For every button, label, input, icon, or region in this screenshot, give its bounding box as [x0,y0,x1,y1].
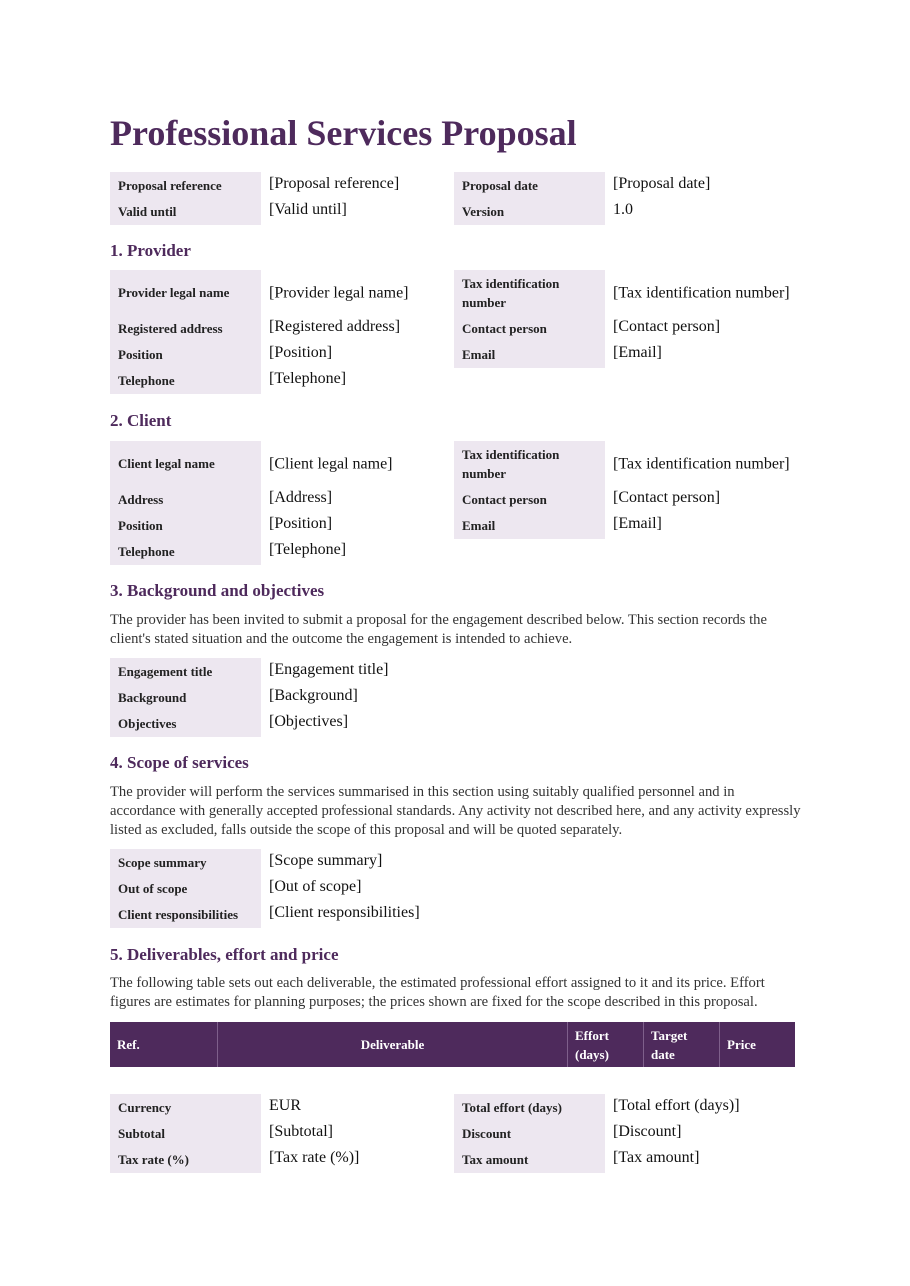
field-value: [Contact person] [613,489,721,506]
field-label: Tax amount [454,1146,605,1173]
column-header-target-date: Target date [644,1022,720,1067]
field-label: Email [454,512,605,539]
field-label: Currency [110,1094,261,1120]
field-label: Subtotal [110,1120,261,1146]
field-value: [Proposal reference] [269,175,400,192]
background-paragraph: The provider has been invited to submit a proposal for the engagement described below. This section records the client's stated situation and the outcome the engagement is intended to achieve. [110,612,767,647]
field-label: Telephone [110,538,261,565]
field-label: Discount [454,1120,605,1146]
field-label: Position [110,341,261,367]
field-label: Address [110,486,261,512]
field-value: EUR [269,1097,301,1114]
field-value: [Tax identification number] [613,455,790,472]
section-heading-client: 2. Client [110,411,172,430]
field-label: Proposal date [454,172,605,198]
field-value: [Total effort (days)] [613,1097,740,1114]
field-value: [Registered address] [269,318,401,335]
field-label: Objectives [110,710,261,737]
field-label: Contact person [454,315,605,341]
field-label: Contact person [454,486,605,512]
field-value: [Tax amount] [613,1149,700,1166]
section-heading-scope: 4. Scope of services [110,753,249,772]
field-label: Email [454,341,605,368]
field-label: Version [454,198,605,225]
field-value: [Tax rate (%)] [269,1149,360,1166]
field-value: [Contact person] [613,318,721,335]
field-value: [Proposal date] [613,175,711,192]
field-label: Registered address [110,315,261,341]
field-label: Engagement title [110,658,261,684]
field-value: [Objectives] [269,713,349,730]
section-heading-background: 3. Background and objectives [110,581,325,600]
field-value: [Provider legal name] [269,284,409,301]
field-value: [Telephone] [269,370,347,387]
field-label: Tax identification number [454,270,605,315]
field-value: [Telephone] [269,541,347,558]
field-value: [Email] [613,344,662,361]
deliverables-paragraph: The following table sets out each deliverable, the estimated professional effort assigned to it and its price. Effort figures are estimates for planning purposes; the prices shown are fixed for the scope described in this proposal. [110,975,765,1010]
scope-paragraph: The provider will perform the services summarised in this section using suitably qualified personnel and in accordance with generally accepted professional standards. Any activity not described here, and any activity expressly listed as excluded, falls outside the scope of this proposal and will be quoted separately. [110,784,801,838]
deliverables-table-header [110,1022,795,1067]
field-value: [Position] [269,515,333,532]
field-value: [Subtotal] [269,1123,333,1140]
field-value: [Address] [269,489,333,506]
field-value: [Engagement title] [269,661,389,678]
field-label: Provider legal name [110,270,261,315]
column-header-ref: Ref. [110,1022,218,1067]
field-label: Client legal name [110,441,261,486]
column-header-effort: Effort (days) [568,1022,644,1067]
field-value: [Discount] [613,1123,682,1140]
column-header-deliverable: Deliverable [218,1022,568,1067]
field-value: [Email] [613,515,662,532]
section-heading-provider: 1. Provider [110,241,191,260]
field-label: Scope summary [110,849,261,875]
document-title: Professional Services Proposal [110,113,577,153]
section-heading-deliverables: 5. Deliverables, effort and price [110,945,339,964]
field-label: Tax identification number [454,441,605,486]
field-label: Telephone [110,367,261,394]
field-label: Tax rate (%) [110,1146,261,1173]
field-value: [Background] [269,687,358,704]
field-value: [Position] [269,344,333,361]
field-label: Proposal reference [110,172,261,198]
field-value: [Tax identification number] [613,284,790,301]
field-label: Valid until [110,198,261,225]
field-label: Out of scope [110,875,261,901]
field-value: [Valid until] [269,201,347,218]
field-value: [Scope summary] [269,852,383,869]
column-header-price: Price [727,1037,756,1052]
field-label: Client responsibilities [110,901,261,928]
field-value: [Out of scope] [269,878,362,895]
field-label: Background [110,684,261,710]
field-value: [Client responsibilities] [269,904,420,921]
field-label: Position [110,512,261,538]
field-label: Total effort (days) [454,1094,605,1120]
field-value: 1.0 [613,201,633,218]
field-value: [Client legal name] [269,455,393,472]
